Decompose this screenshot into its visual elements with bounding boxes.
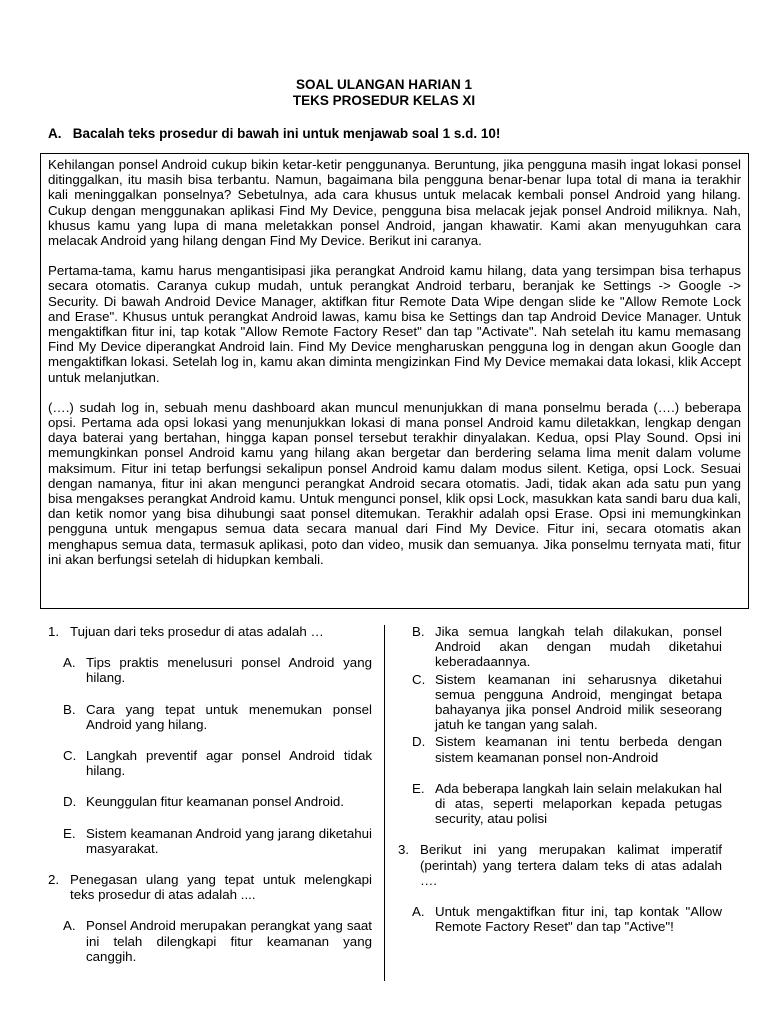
page-subtitle: TEKS PROSEDUR KELAS XI: [292, 93, 476, 108]
option-q2-d[interactable]: [412, 734, 722, 764]
option-q1-d[interactable]: [63, 794, 372, 809]
questions-right-column: [398, 624, 722, 950]
option-text: Langkah preventif agar ponsel Android tidak hilang.: [86, 748, 372, 779]
column-divider: [384, 625, 385, 981]
questions-left-column: [48, 624, 372, 980]
question-number: 1.: [48, 624, 60, 639]
option-q1-c[interactable]: [63, 748, 372, 778]
option-letter: A.: [63, 655, 76, 671]
question-2: [48, 872, 372, 902]
reading-passage: [40, 153, 749, 609]
option-text: Sistem keamanan ini seharusnya diketahui semua pengguna Android, mengingat betapa bahayanya jika ponsel Android milik seseorang jatuh ke tangan yang salah.: [435, 671, 722, 733]
passage-paragraph-2: Pertama-tama, kamu harus mengantisipasi jika perangkat Android kamu hilang, data yang tersimpan bisa terhapus secara otomatis. Caranya cukup mudah, untuk perangkat Android terbaru, beranjak ke Settings -> Google -> Security. Di bawah Android Device Manager, aktifkan fitur Remote Data Wipe dengan slide ke "Allow Remote Lock and Erase". Khusus untuk perangkat Android lawas, kamu bisa ke Settings dan tap Android Device Manager. Untuk mengaktifkan fitur ini, tap kotak "Allow Remote Factory Reset" dan tap "Activate". Nah setelah itu kamu memasang Find My Device diperangkat Android lain. Find My Device mengharuskan pengguna log in dengan akun Google dan mengaktifkan lokasi. Setelah log in, kamu akan diminta mengizinkan Find My Device memakai data lokasi, klik Accept untuk melanjutkan.: [48, 263, 741, 385]
option-text: Sistem keamanan Android yang jarang diketahui masyarakat.: [86, 825, 372, 856]
question-1: [48, 624, 372, 639]
question-text: Tujuan dari teks prosedur di atas adalah …: [70, 624, 324, 639]
question-number: 2.: [48, 872, 60, 888]
instruction: [48, 126, 500, 141]
option-text: Ponsel Android merupakan perangkat yang saat ini telah dilengkapi fitur keamanan yang canggih.: [86, 918, 372, 964]
option-letter: D.: [63, 794, 77, 810]
option-letter: A.: [63, 918, 76, 934]
option-letter: B.: [412, 624, 425, 639]
option-letter: A.: [412, 904, 425, 920]
option-letter: B.: [63, 701, 76, 717]
option-letter: D.: [412, 734, 426, 750]
instruction-text: Bacalah teks prosedur di bawah ini untuk menjawab soal 1 s.d. 10!: [72, 126, 501, 141]
question-text: Berikut ini yang merupakan kalimat imperatif (perintah) yang tertera dalam teks di atas adalah ….: [420, 842, 722, 888]
option-text: Sistem keamanan ini tentu berbeda dengan sistem keamanan ponsel non-Android: [435, 734, 722, 765]
option-text: Keunggulan fitur keamanan ponsel Android.: [86, 794, 344, 810]
question-number: 3.: [398, 842, 410, 858]
option-text: Ada beberapa langkah lain selain melakukan hal di atas, seperti melaporkan kepada petugas security, atau polisi: [435, 780, 722, 827]
option-q2-a[interactable]: [63, 918, 372, 964]
option-q2-c[interactable]: [412, 672, 722, 733]
instruction-letter: A.: [48, 126, 62, 141]
option-q2-e[interactable]: [412, 781, 722, 827]
option-text: Jika semua langkah telah dilakukan, ponsel Android akan dengan mudah diketahui keberadaannya.: [435, 624, 722, 670]
option-letter: C.: [412, 671, 426, 687]
option-text: Untuk mengaktifkan fitur ini, tap kontak "Allow Remote Factory Reset" dan tap "Active"!: [435, 904, 722, 935]
option-q1-a[interactable]: [63, 655, 372, 685]
option-q2-b[interactable]: [412, 624, 722, 670]
page-title: SOAL ULANGAN HARIAN 1: [295, 77, 472, 92]
option-letter: E.: [63, 825, 76, 841]
passage-paragraph-3: (….) sudah log in, sebuah menu dashboard akan muncul menunjukkan di mana ponselmu berada (….) beberapa opsi. Pertama ada opsi lokasi yang menunjukkan lokasi di mana ponsel Android kamu diletakkan, lengkap dengan daya baterai yang bertahan, hingga kapan ponsel tersebut terakhir dinyalakan. Kedua, opsi Play Sound. Opsi ini memungkinkan ponsel Android kamu yang hilang akan bergetar dan berdering selama lima menit dalam volume maksimum. Fitur ini tetap berfungsi sekalipun ponsel Android kamu dalam modus silent. Ketiga, opsi Lock. Sesuai dengan namanya, fitur ini akan mengunci perangkat Android secara otomatis. Jadi, tidak akan ada satu pun yang bisa mengakses perangkat Android kamu. Untuk mengunci ponsel, klik opsi Lock, masukkan kata sandi baru dua kali, dan ketik nomor yang bisa dihubungi saat ponsel ditemukan. Terakhir adalah opsi Erase. Opsi ini memungkinkan pengguna untuk mengapus semua data secara manual dari Find My Device. Fitur ini, secara otomatis akan menghapus semua data, termasuk aplikasi, poto dan video, musik dan semuanya. Jika ponselmu ternyata mati, fitur ini akan berfungsi setelah di hidupkan kembali.: [48, 399, 741, 567]
option-letter: C.: [63, 748, 77, 764]
option-text: Cara yang tepat untuk menemukan ponsel Android yang hilang.: [86, 701, 372, 732]
option-q3-a[interactable]: [412, 904, 722, 934]
option-letter: E.: [412, 780, 425, 796]
passage-paragraph-1: Kehilangan ponsel Android cukup bikin ketar-ketir penggunanya. Beruntung, jika pengguna masih ingat lokasi ponsel ditinggalkan, itu masih bisa terbantu. Namun, bagaimana bila pengguna benar-benar lupa total di mana ia terakhir kali meninggalkan ponselnya? Sebetulnya, ada cara khusus untuk melacak kembali ponsel Android yang hilang. Cukup dengan menggunakan aplikasi Find My Device, pengguna bisa melacak jejak ponsel Android miliknya. Nah, khusus kamu yang lupa di mana meletakkan ponsel Android, jangan khawatir. Kami akan menyuguhkan cara melacak Android yang hilang dengan Find My Device. Berikut ini caranya.: [48, 157, 741, 249]
option-q1-b[interactable]: [63, 702, 372, 732]
option-q1-e[interactable]: [63, 826, 372, 856]
question-3: [398, 842, 722, 888]
question-text: Penegasan ulang yang tepat untuk melengkapi teks prosedur di atas adalah ....: [70, 872, 372, 903]
option-text: Tips praktis menelusuri ponsel Android yang hilang.: [86, 655, 372, 686]
